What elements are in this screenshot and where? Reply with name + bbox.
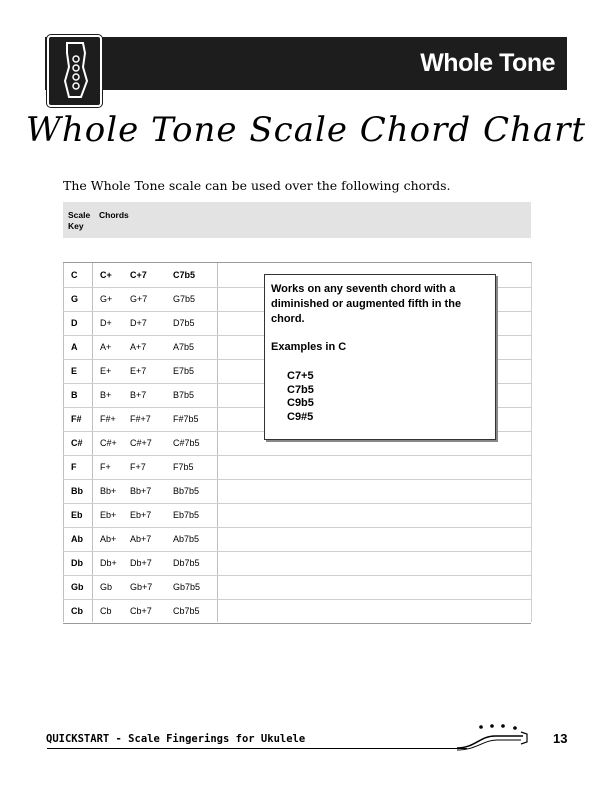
footer-text: QUICKSTART - Scale Fingerings for Ukulele — [46, 733, 306, 745]
header-bar — [45, 37, 567, 90]
scale-key-header: Scale Key — [68, 210, 91, 231]
scale-key-cell: E — [71, 366, 78, 376]
chord-cell: C+ — [100, 270, 112, 280]
scale-key-cell: F — [71, 462, 77, 472]
chord-cell: E+7 — [130, 366, 147, 376]
chord-cell: G+ — [100, 294, 113, 304]
examples-list — [287, 370, 314, 424]
chord-cell: C#+ — [100, 438, 117, 448]
chord-cell: C+7 — [130, 270, 147, 280]
chord-cell: Bb+ — [100, 486, 117, 496]
chord-cell: A7b5 — [173, 342, 195, 352]
chord-cell: E7b5 — [173, 366, 195, 376]
chord-cell: G+7 — [130, 294, 148, 304]
examples-title: Examples in C — [271, 341, 347, 353]
chord-cell: Db+ — [100, 558, 117, 568]
scale-key-cell: G — [71, 294, 79, 304]
chord-cell: B+ — [100, 390, 112, 400]
scale-key-cell: Eb — [71, 510, 83, 520]
table-header — [63, 202, 531, 238]
chord-cell: Eb+ — [100, 510, 117, 520]
intro-text: The Whole Tone scale can be used over the following chords. — [63, 178, 451, 193]
chord-cell: F#+ — [100, 414, 116, 424]
scale-key-cell: C — [71, 270, 78, 280]
chord-cell: G7b5 — [173, 294, 196, 304]
chord-cell: Cb — [100, 606, 112, 616]
chord-cell: Gb — [100, 582, 113, 592]
chord-cell: Db+7 — [130, 558, 152, 568]
chord-cell: D+ — [100, 318, 112, 328]
chord-cell: Eb7b5 — [173, 510, 200, 520]
chord-cell: F#+7 — [130, 414, 151, 424]
table-row — [63, 527, 531, 552]
chord-cell: Db7b5 — [173, 558, 200, 568]
chord-cell: D7b5 — [173, 318, 195, 328]
chord-cell: Ab7b5 — [173, 534, 200, 544]
chord-cell: E+ — [100, 366, 112, 376]
example-chord: C7b5 — [287, 383, 314, 396]
chord-cell: F7b5 — [173, 462, 194, 472]
chord-cell: F+7 — [130, 462, 146, 472]
info-callout — [264, 274, 496, 440]
chord-cell: B+7 — [130, 390, 147, 400]
scale-key-cell: Ab — [71, 534, 83, 544]
chord-cell: D+7 — [130, 318, 147, 328]
chord-cell: Ab+ — [100, 534, 117, 544]
scale-key-cell: Cb — [71, 606, 83, 616]
scale-key-cell: F# — [71, 414, 82, 424]
ukulele-headstock-icon — [47, 35, 102, 107]
scale-key-cell: Bb — [71, 486, 83, 496]
table-row — [63, 599, 531, 624]
scale-key-cell: A — [71, 342, 78, 352]
scale-key-cell: C# — [71, 438, 83, 448]
chord-cell: A+7 — [130, 342, 147, 352]
scale-key-cell: B — [71, 390, 78, 400]
chord-cell: Eb+7 — [130, 510, 152, 520]
chord-cell: F+ — [100, 462, 111, 472]
ukulele-neck-icon — [455, 722, 530, 757]
scale-key-cell: Db — [71, 558, 83, 568]
chord-cell: B7b5 — [173, 390, 195, 400]
chord-cell: A+ — [100, 342, 112, 352]
footer-rule — [47, 748, 467, 749]
callout-lead: Works on any seventh chord with a diminished or augmented fifth in the chord. — [271, 283, 462, 325]
example-chord: C9#5 — [287, 410, 314, 423]
scale-key-cell: Gb — [71, 582, 84, 592]
chord-cell: C#+7 — [130, 438, 152, 448]
chord-cell: Cb7b5 — [173, 606, 200, 616]
chord-cell: C7b5 — [173, 270, 196, 280]
table-row — [63, 575, 531, 600]
chord-cell: C#7b5 — [173, 438, 200, 448]
page-number: 13 — [553, 731, 568, 746]
header-title: Whole Tone — [420, 49, 555, 77]
chord-cell: Gb+7 — [130, 582, 153, 592]
table-row — [63, 455, 531, 480]
chords-header: Chords — [99, 210, 129, 220]
example-chord: C9b5 — [287, 397, 314, 409]
example-chord: C7+5 — [287, 370, 314, 382]
chord-cell: Gb7b5 — [173, 582, 201, 592]
chord-cell: Cb+7 — [130, 606, 152, 616]
chord-cell: F#7b5 — [173, 414, 199, 424]
table-row — [63, 503, 531, 528]
scale-key-cell: D — [71, 318, 78, 328]
table-row — [63, 551, 531, 576]
table-row — [63, 479, 531, 504]
page-title: Whole Tone Scale Chord Chart — [25, 110, 587, 150]
chord-cell: Bb+7 — [130, 486, 152, 496]
chord-cell: Ab+7 — [130, 534, 152, 544]
chord-cell: Bb7b5 — [173, 486, 200, 496]
